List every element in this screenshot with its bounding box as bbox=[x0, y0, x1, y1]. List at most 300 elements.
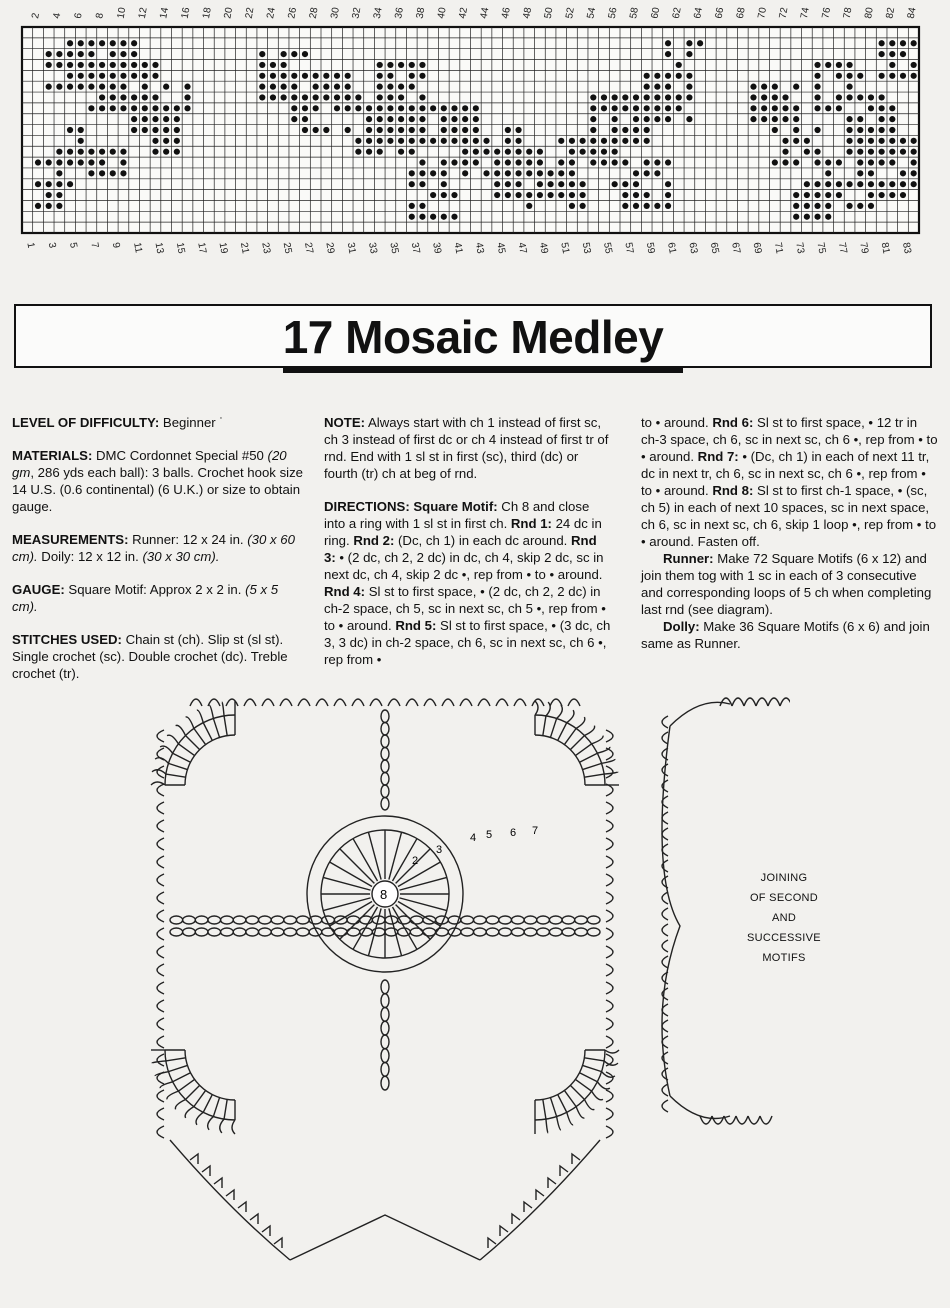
bottom-column-number: 45 bbox=[494, 241, 508, 255]
filet-chart-grid bbox=[0, 0, 950, 270]
filled-cell bbox=[88, 159, 94, 165]
chain-row bbox=[271, 916, 284, 924]
chain-row bbox=[587, 928, 600, 936]
filled-cell bbox=[772, 159, 778, 165]
chain-row bbox=[537, 928, 550, 936]
filled-cell bbox=[889, 181, 895, 187]
filled-cell bbox=[355, 105, 361, 111]
filled-cell bbox=[174, 138, 180, 144]
filled-cell bbox=[846, 127, 852, 133]
filled-cell bbox=[419, 105, 425, 111]
filled-cell bbox=[451, 105, 457, 111]
filled-cell bbox=[409, 84, 415, 90]
bottom-right-cross bbox=[524, 1202, 532, 1212]
rnd5-label: Rnd 5: bbox=[395, 618, 437, 633]
filled-cell bbox=[355, 94, 361, 100]
filled-cell bbox=[67, 84, 73, 90]
filled-cell bbox=[46, 84, 52, 90]
filled-cell bbox=[868, 105, 874, 111]
joining-picot-top bbox=[768, 698, 780, 706]
round-label-3: 3 bbox=[436, 844, 443, 856]
filled-cell bbox=[633, 116, 639, 122]
filled-cell bbox=[537, 159, 543, 165]
filled-cell bbox=[462, 116, 468, 122]
filled-cell bbox=[761, 84, 767, 90]
filled-cell bbox=[633, 127, 639, 133]
bottom-column-number: 51 bbox=[558, 241, 572, 255]
filled-cell bbox=[515, 192, 521, 198]
filled-cell bbox=[654, 94, 660, 100]
title-underline bbox=[283, 367, 683, 373]
filled-cell bbox=[750, 84, 756, 90]
filled-cell bbox=[697, 40, 703, 46]
joining-picot-side bbox=[662, 1100, 668, 1112]
materials-text-a: DMC Cordonnet Special #50 bbox=[92, 448, 268, 463]
picot-left bbox=[157, 1018, 164, 1030]
top-column-number: 60 bbox=[649, 6, 663, 20]
filled-cell bbox=[515, 149, 521, 155]
picot-top bbox=[442, 699, 454, 706]
filled-cell bbox=[88, 40, 94, 46]
filled-cell bbox=[558, 138, 564, 144]
filled-cell bbox=[174, 149, 180, 155]
filled-cell bbox=[644, 73, 650, 79]
filled-cell bbox=[654, 84, 660, 90]
filled-cell bbox=[345, 105, 351, 111]
picot-right bbox=[606, 1018, 613, 1030]
rnd2-label: Rnd 2: bbox=[353, 533, 395, 548]
filled-cell bbox=[67, 62, 73, 68]
filled-cell bbox=[879, 181, 885, 187]
chain-column bbox=[381, 773, 389, 786]
filled-cell bbox=[110, 149, 116, 155]
filled-cell bbox=[654, 170, 660, 176]
filled-cell bbox=[879, 94, 885, 100]
filled-cell bbox=[56, 203, 62, 209]
filled-cell bbox=[56, 192, 62, 198]
filled-cell bbox=[515, 181, 521, 187]
filled-cell bbox=[345, 127, 351, 133]
filled-cell bbox=[259, 73, 265, 79]
bottom-left-cross bbox=[190, 1154, 198, 1164]
chain-row bbox=[284, 928, 297, 936]
filled-cell bbox=[377, 73, 383, 79]
stitches-text: Chain st (ch). Slip st (sl st). Single crochet (sc). Double crochet (dc). Treble crochet (tr). bbox=[12, 632, 288, 681]
filled-cell bbox=[259, 51, 265, 57]
filled-cell bbox=[441, 181, 447, 187]
filled-cell bbox=[291, 105, 297, 111]
filled-cell bbox=[633, 203, 639, 209]
filled-cell bbox=[665, 73, 671, 79]
filled-cell bbox=[814, 214, 820, 220]
bottom-column-number: 21 bbox=[237, 241, 251, 255]
joining-picot-top bbox=[744, 698, 756, 706]
filled-cell bbox=[174, 127, 180, 133]
filled-cell bbox=[99, 159, 105, 165]
filled-cell bbox=[911, 62, 917, 68]
filled-cell bbox=[163, 127, 169, 133]
filled-cell bbox=[377, 105, 383, 111]
filled-cell bbox=[868, 181, 874, 187]
joining-picot-top bbox=[756, 698, 768, 706]
chain-row bbox=[537, 916, 550, 924]
chain-row bbox=[183, 916, 196, 924]
rnd2-text: (Dc, ch 1) in each dc around. bbox=[394, 533, 572, 548]
filled-cell bbox=[473, 116, 479, 122]
bottom-column-number: 59 bbox=[643, 241, 657, 255]
filled-cell bbox=[814, 94, 820, 100]
picot-right bbox=[606, 1054, 613, 1066]
filled-cell bbox=[526, 192, 532, 198]
filled-cell bbox=[889, 105, 895, 111]
filled-cell bbox=[323, 84, 329, 90]
filled-cell bbox=[569, 181, 575, 187]
filled-cell bbox=[302, 94, 308, 100]
bottom-left-cross bbox=[238, 1202, 246, 1212]
filled-cell bbox=[665, 94, 671, 100]
filled-cell bbox=[836, 192, 842, 198]
picot-top bbox=[262, 699, 274, 706]
filled-cell bbox=[419, 159, 425, 165]
filled-cell bbox=[110, 94, 116, 100]
picot-right bbox=[606, 1108, 613, 1120]
filled-cell bbox=[184, 84, 190, 90]
filled-cell bbox=[782, 138, 788, 144]
runner-text: Make 72 Square Motifs (6 x 12) and join them tog with 1 sc in each of 3 consecutive and corresponding loops of 5 ch when completing last rnd (see diagram). bbox=[641, 551, 932, 617]
gauge-italic: (5 x 5 cm). bbox=[12, 582, 279, 614]
bottom-column-number: 17 bbox=[195, 241, 209, 255]
filled-cell bbox=[836, 62, 842, 68]
filled-cell bbox=[537, 170, 543, 176]
filled-cell bbox=[537, 192, 543, 198]
bottom-right-cross bbox=[548, 1178, 556, 1188]
chain-row bbox=[474, 928, 487, 936]
filled-cell bbox=[387, 73, 393, 79]
filled-cell bbox=[142, 116, 148, 122]
filled-cell bbox=[462, 170, 468, 176]
bottom-column-number: 77 bbox=[835, 241, 849, 255]
filled-cell bbox=[644, 94, 650, 100]
filled-cell bbox=[857, 73, 863, 79]
filled-cell bbox=[654, 105, 660, 111]
filled-cell bbox=[900, 73, 906, 79]
filled-cell bbox=[462, 138, 468, 144]
filled-cell bbox=[419, 170, 425, 176]
picot-right bbox=[606, 820, 613, 832]
filled-cell bbox=[590, 138, 596, 144]
filled-cell bbox=[67, 40, 73, 46]
chain-row bbox=[524, 916, 537, 924]
top-column-number: 72 bbox=[777, 6, 791, 20]
filled-cell bbox=[302, 127, 308, 133]
filled-cell bbox=[99, 170, 105, 176]
filled-cell bbox=[88, 73, 94, 79]
top-column-number: 58 bbox=[628, 6, 641, 20]
filled-cell bbox=[419, 62, 425, 68]
filled-cell bbox=[633, 105, 639, 111]
top-column-number: 40 bbox=[435, 6, 449, 20]
filled-cell bbox=[761, 94, 767, 100]
top-column-number: 26 bbox=[286, 6, 300, 20]
filled-cell bbox=[537, 181, 543, 187]
filled-cell bbox=[419, 116, 425, 122]
filled-cell bbox=[558, 170, 564, 176]
top-column-number: 4 bbox=[51, 12, 64, 20]
chain-row bbox=[410, 916, 423, 924]
bottom-column-number: 67 bbox=[729, 241, 742, 255]
filled-cell bbox=[782, 94, 788, 100]
filled-cell bbox=[99, 94, 105, 100]
filled-cell bbox=[580, 138, 586, 144]
filled-cell bbox=[782, 105, 788, 111]
top-column-number: 32 bbox=[350, 6, 364, 20]
rnd6-label: Rnd 6: bbox=[712, 415, 754, 430]
filled-cell bbox=[67, 181, 73, 187]
filled-cell bbox=[515, 159, 521, 165]
filled-cell bbox=[676, 105, 682, 111]
picot-top bbox=[460, 699, 472, 706]
top-column-number: 22 bbox=[243, 6, 257, 20]
filled-cell bbox=[879, 149, 885, 155]
rnd1-label: Rnd 1: bbox=[510, 516, 552, 531]
gauge-label: GAUGE: bbox=[12, 582, 65, 597]
chain-column bbox=[381, 1049, 389, 1063]
filled-cell bbox=[142, 127, 148, 133]
chain-column bbox=[381, 760, 389, 773]
filled-cell bbox=[846, 116, 852, 122]
filled-cell bbox=[644, 84, 650, 90]
filled-cell bbox=[804, 138, 810, 144]
bottom-column-number: 81 bbox=[878, 241, 892, 255]
chain-row bbox=[474, 916, 487, 924]
picot-top bbox=[550, 699, 562, 706]
picot-top bbox=[478, 699, 490, 706]
filled-cell bbox=[857, 203, 863, 209]
top-column-number: 80 bbox=[863, 6, 876, 20]
chain-row bbox=[511, 916, 524, 924]
picot-left bbox=[157, 1036, 164, 1048]
filled-cell bbox=[825, 170, 831, 176]
filled-cell bbox=[409, 105, 415, 111]
rnd8-label: Rnd 8: bbox=[712, 483, 754, 498]
picot-left bbox=[157, 946, 164, 958]
filled-cell bbox=[868, 94, 874, 100]
top-column-number: 54 bbox=[585, 6, 599, 20]
directions-label: DIRECTIONS: Square Motif: bbox=[324, 499, 498, 514]
chain-row bbox=[233, 916, 246, 924]
top-column-number: 42 bbox=[457, 6, 471, 20]
filled-cell bbox=[836, 73, 842, 79]
filled-cell bbox=[622, 159, 628, 165]
filled-cell bbox=[782, 116, 788, 122]
note-text: Always start with ch 1 instead of first sc, ch 3 instead of first dc or ch 4 instead of first tr of rnd. End with 1 sl st in first (sc), third (dc) or fourth (tr) ch at beg of rnd. bbox=[324, 415, 609, 481]
picot-left bbox=[157, 910, 164, 922]
materials-italic: (20 gm bbox=[12, 448, 287, 480]
filled-cell bbox=[131, 73, 137, 79]
filled-cell bbox=[142, 62, 148, 68]
filled-cell bbox=[163, 149, 169, 155]
filled-cell bbox=[78, 149, 84, 155]
filled-cell bbox=[387, 116, 393, 122]
filled-cell bbox=[633, 138, 639, 144]
filled-cell bbox=[110, 73, 116, 79]
rnd1-text: 24 dc in ring. bbox=[324, 516, 602, 548]
filled-cell bbox=[825, 214, 831, 220]
picot-right bbox=[606, 910, 613, 922]
filled-cell bbox=[35, 181, 41, 187]
picot-top bbox=[496, 699, 508, 706]
filled-cell bbox=[814, 149, 820, 155]
filled-cell bbox=[814, 159, 820, 165]
difficulty-mark: ˙ bbox=[215, 415, 224, 430]
filled-cell bbox=[120, 73, 126, 79]
filled-cell bbox=[676, 73, 682, 79]
filled-cell bbox=[558, 192, 564, 198]
filled-cell bbox=[772, 94, 778, 100]
middle-column bbox=[324, 414, 612, 684]
filled-cell bbox=[879, 116, 885, 122]
chain-row bbox=[296, 916, 309, 924]
filled-cell bbox=[441, 170, 447, 176]
picot-top bbox=[424, 699, 436, 706]
center-spoke bbox=[323, 877, 370, 890]
bottom-right-cross bbox=[512, 1214, 520, 1224]
round-label-2: 2 bbox=[412, 855, 419, 867]
picot-left bbox=[157, 802, 164, 814]
corner-fan bbox=[535, 701, 619, 785]
joining-label bbox=[736, 868, 832, 968]
filled-cell bbox=[505, 138, 511, 144]
picot-left bbox=[157, 784, 164, 796]
continued-text: to • around. bbox=[641, 415, 713, 430]
filled-cell bbox=[825, 62, 831, 68]
filled-cell bbox=[569, 149, 575, 155]
filled-cell bbox=[814, 127, 820, 133]
filled-cell bbox=[419, 138, 425, 144]
filled-cell bbox=[387, 138, 393, 144]
filled-cell bbox=[302, 51, 308, 57]
filled-cell bbox=[889, 127, 895, 133]
filled-cell bbox=[163, 84, 169, 90]
bottom-right-cross bbox=[560, 1166, 568, 1176]
filled-cell bbox=[879, 73, 885, 79]
top-column-number: 76 bbox=[820, 6, 834, 20]
filled-cell bbox=[184, 94, 190, 100]
filled-cell bbox=[601, 149, 607, 155]
filled-cell bbox=[398, 62, 404, 68]
filled-cell bbox=[569, 170, 575, 176]
filled-cell bbox=[67, 51, 73, 57]
chain-row bbox=[347, 928, 360, 936]
chain-row bbox=[233, 928, 246, 936]
top-column-number: 20 bbox=[222, 6, 236, 20]
filled-cell bbox=[558, 181, 564, 187]
picot-left bbox=[157, 1090, 164, 1102]
filled-cell bbox=[857, 94, 863, 100]
filled-cell bbox=[441, 192, 447, 198]
picot-right bbox=[606, 874, 613, 886]
picot-right bbox=[606, 1072, 613, 1084]
picot-right bbox=[606, 1126, 613, 1138]
chain-column bbox=[381, 735, 389, 748]
top-column-number: 48 bbox=[521, 6, 535, 20]
bottom-column-number: 55 bbox=[601, 241, 614, 255]
filled-cell bbox=[131, 105, 137, 111]
filled-cell bbox=[152, 149, 158, 155]
directions-paragraph bbox=[324, 498, 612, 668]
top-column-number: 52 bbox=[564, 6, 577, 20]
filled-cell bbox=[879, 159, 885, 165]
filled-cell bbox=[302, 73, 308, 79]
filled-cell bbox=[78, 127, 84, 133]
filled-cell bbox=[441, 214, 447, 220]
filled-cell bbox=[580, 149, 586, 155]
filled-cell bbox=[494, 170, 500, 176]
bottom-column-number: 49 bbox=[536, 241, 550, 255]
filled-cell bbox=[398, 127, 404, 133]
filled-cell bbox=[846, 181, 852, 187]
filled-cell bbox=[409, 170, 415, 176]
filled-cell bbox=[825, 203, 831, 209]
filled-cell bbox=[387, 62, 393, 68]
filled-cell bbox=[78, 73, 84, 79]
joining-picot-bottom bbox=[736, 1116, 748, 1124]
filled-cell bbox=[78, 62, 84, 68]
picot-top bbox=[514, 699, 526, 706]
filled-cell bbox=[110, 84, 116, 90]
filled-cell bbox=[654, 203, 660, 209]
chain-row bbox=[499, 928, 512, 936]
picot-right bbox=[606, 802, 613, 814]
bottom-right-chain bbox=[480, 1140, 600, 1260]
filled-cell bbox=[857, 149, 863, 155]
filled-cell bbox=[814, 84, 820, 90]
filled-cell bbox=[889, 149, 895, 155]
note-paragraph bbox=[324, 414, 612, 482]
filled-cell bbox=[782, 149, 788, 155]
filled-cell bbox=[879, 192, 885, 198]
bottom-column-number: 69 bbox=[750, 241, 764, 255]
filled-cell bbox=[846, 73, 852, 79]
filled-cell bbox=[355, 138, 361, 144]
chain-row bbox=[524, 928, 537, 936]
filled-cell bbox=[580, 181, 586, 187]
filled-cell bbox=[644, 203, 650, 209]
picot-right bbox=[606, 784, 613, 796]
filled-cell bbox=[120, 84, 126, 90]
filled-cell bbox=[441, 105, 447, 111]
chain-row bbox=[296, 928, 309, 936]
filled-cell bbox=[131, 40, 137, 46]
center-spoke bbox=[399, 877, 446, 890]
filled-cell bbox=[846, 203, 852, 209]
round-label-4: 4 bbox=[470, 832, 477, 844]
filled-cell bbox=[56, 170, 62, 176]
picot-left bbox=[157, 1054, 164, 1066]
joining-picot-bottom bbox=[748, 1116, 760, 1124]
filled-cell bbox=[676, 94, 682, 100]
filled-cell bbox=[505, 159, 511, 165]
filled-cell bbox=[793, 116, 799, 122]
filled-cell bbox=[889, 159, 895, 165]
rounds-paragraph bbox=[641, 414, 938, 550]
filled-cell bbox=[398, 138, 404, 144]
rnd7-text: • (Dc, ch 1) in each of next 11 tr, dc in next tr, ch 6, sc in next sc, ch 6 •, rep from • to • around. bbox=[641, 449, 930, 498]
filled-cell bbox=[505, 192, 511, 198]
top-column-number: 68 bbox=[734, 6, 748, 20]
filled-cell bbox=[889, 73, 895, 79]
filled-cell bbox=[462, 127, 468, 133]
